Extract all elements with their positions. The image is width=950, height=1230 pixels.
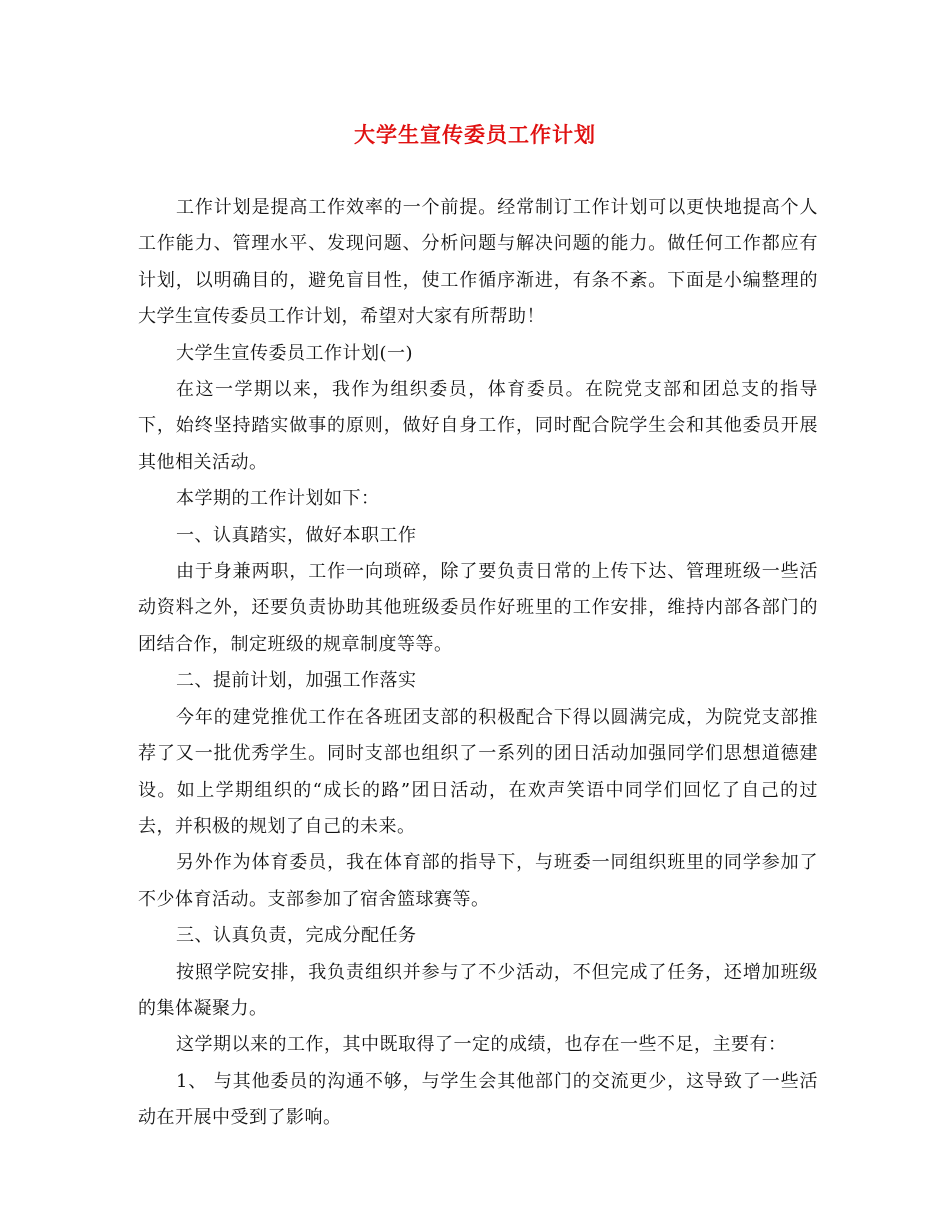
body-paragraph: 这学期以来的工作，其中既取得了一定的成绩，也存在一些不足，主要有：	[176, 1034, 787, 1056]
body-paragraph: 按照学院安排，我负责组织并参与了不少活动，不但完成了任务，还增加班级的集体凝聚力。	[138, 961, 818, 1019]
intro-paragraph: 工作计划是提高工作效率的一个前提。经常制订工作计划可以更快地提高个人工作能力、管理水平、发现问题、分析问题与解决问题的能力。做任何工作都应有计划，以明确目的，避免盲目性，使工作循序渐进，有条不紊。下面是小编整理的大学生宣传委员工作计划，希望对大家有所帮助！	[138, 197, 818, 328]
document-body	[138, 190, 818, 1137]
section-heading-plan-one: 大学生宣传委员工作计划(一)	[176, 342, 414, 364]
document-title: 大学生宣传委员工作计划	[354, 122, 596, 147]
body-paragraph: 另外作为体育委员，我在体育部的指导下，与班委一同组织班里的同学参加了不少体育活动。支部参加了宿舍篮球赛等。	[138, 852, 818, 910]
body-paragraph: 本学期的工作计划如下：	[176, 488, 380, 510]
numbered-item: 1、 与其他委员的沟通不够，与学生会其他部门的交流更少，这导致了一些活动在开展中受到了影响。	[138, 1070, 818, 1129]
body-paragraph: 今年的建党推优工作在各班团支部的积极配合下得以圆满完成，为院党支部推荐了又一批优秀学生。同时支部也组织了一系列的团日活动加强同学们思想道德建设。如上学期组织的“成长的路”团日活动，在欢声笑语中同学们回忆了自己的过去，并积极的规划了自己的未来。	[138, 706, 818, 837]
subheading-one: 一、认真踏实，做好本职工作	[176, 524, 417, 546]
subheading-three: 三、认真负责，完成分配任务	[176, 925, 417, 947]
body-paragraph: 由于身兼两职，工作一向琐碎，除了要负责日常的上传下达、管理班级一些活动资料之外，还要负责协助其他班级委员作好班里的工作安排，维持内部各部门的团结合作，制定班级的规章制度等等。	[138, 561, 818, 655]
body-paragraph: 在这一学期以来，我作为组织委员，体育委员。在院党支部和团总支的指导下，始终坚持踏实做事的原则，做好自身工作，同时配合院学生会和其他委员开展其他相关活动。	[138, 379, 818, 473]
subheading-two: 二、提前计划，加强工作落实	[176, 670, 417, 692]
